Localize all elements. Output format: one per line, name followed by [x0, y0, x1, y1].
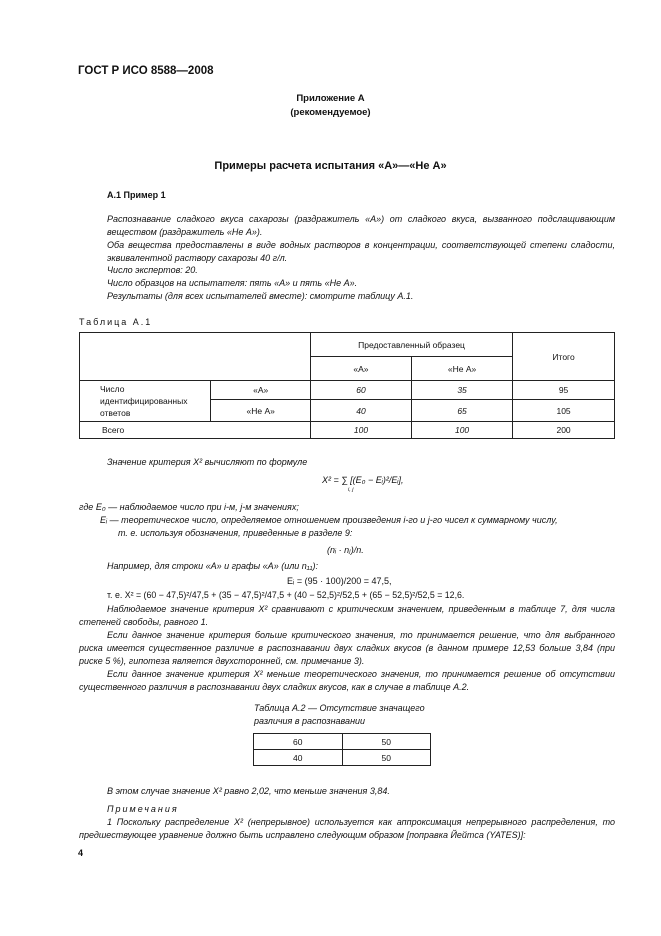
intro-paragraph-5: Результаты (для всех испытателей вместе): смотрите таблицу А.1. [107, 291, 414, 301]
formula-where-e0: где E₀ — наблюдаемое число при i-м, j-м значениях; [79, 502, 299, 512]
formula-where-ei-cont: т. е. используя обозначения, приведенные в разделе 9: [118, 528, 353, 538]
intro-paragraph-3: Число экспертов: 20. [107, 265, 198, 275]
formula-where-ei: Eᵢ — теоретическое число, определяемое отношением произведения i-го и j-го чисел к суммарному числу, [100, 515, 558, 525]
notes-title: Примечания [107, 804, 179, 814]
appendix-subtitle: (рекомендуемое) [290, 107, 371, 118]
table1-cell: 60 [310, 381, 411, 400]
document-code: ГОСТ Р ИСО 8588—2008 [78, 65, 214, 77]
table1-head-provided: Предоставленный образец [310, 333, 512, 357]
example-heading: А.1 Пример 1 [107, 190, 166, 200]
intro-paragraph-1: Распознавание сладкого вкуса сахарозы (раздражитель «А») от сладкого вкуса, вызванного подслащивающим веществом (раздражитель «Не А»). [107, 214, 615, 237]
formula-example-intro: Например, для строки «А» и графы «А» (или n₁₁): [107, 561, 318, 571]
intro-paragraph-4: Число образцов на испытателя: пять «А» и пять «Не А». [107, 278, 358, 288]
formula-example-calc: Eᵢ = (95 · 100)/200 = 47,5, [287, 576, 392, 586]
table1-row-label: «А» [211, 381, 310, 400]
formula-intro: Значение критерия X² вычисляют по формуле [107, 457, 308, 467]
table2-caption-line1: Таблица А.2 — Отсутствие значащего [254, 703, 425, 713]
table1-cell-total: 105 [513, 400, 615, 422]
table1-head-col-not-a: «Не А» [412, 357, 513, 381]
table1-head-col-a: «А» [310, 357, 411, 381]
table2-cell: 40 [254, 750, 343, 766]
page-number: 4 [78, 848, 84, 858]
table1-cell: 65 [412, 400, 513, 422]
formula-ratio: (nᵢ · nⱼ)/n. [327, 545, 364, 555]
table2 [253, 733, 431, 766]
appendix-title: Приложение А [296, 93, 365, 104]
table1 [79, 332, 615, 439]
table2-caption-line2: различия в распознавании [254, 716, 366, 726]
table1-cell: 35 [412, 381, 513, 400]
table1-row-group-label: Число идентифицированных ответов [80, 381, 211, 422]
table1-cell-total: 200 [513, 422, 615, 439]
discussion-paragraph-1: Наблюдаемое значение критерия X² сравнивают с критическим значением, приведенным в таблице 7, для числа степеней свободы, равного 1. [79, 604, 615, 627]
table1-total-label: Всего [80, 422, 311, 439]
discussion-paragraph-2: Если данное значение критерия больше критического значения, то принимается решение, что для выбранного риска имеется существенное различие в распознавании двух сладких вкусов (в данном примере 12,53 больше 3,84 (при риске 5 %), гипотеза является двухсторонней, см. примечание 3). [79, 630, 615, 666]
note-1: 1 Поскольку распределение X² (непрерывное) используется как аппроксимация непрерывного распределения, то предшествующее уравнение должно быть исправлено следующим образом [поправка Йейтса (YATES)]: [79, 817, 615, 840]
formula-expression: X² = ∑ [(E₀ − Eᵢ)²/Eᵢ], [322, 475, 404, 485]
table1-cell: 100 [310, 422, 411, 439]
table1-row-label: «Не А» [211, 400, 310, 422]
table1-head-total: Итого [513, 333, 615, 381]
table2-cell: 50 [342, 734, 431, 750]
table2-cell: 60 [254, 734, 343, 750]
conclusion: В этом случае значение X² равно 2,02, что меньше значения 3,84. [107, 786, 390, 796]
table1-cell-total: 95 [513, 381, 615, 400]
table1-corner [80, 333, 311, 381]
discussion-paragraph-3: Если данное значение критерия X² меньше теоретического значения, то принимается решение об отсутствии существенного различия в распознавании двух сладких вкусов, как в случае в таблице А.2. [79, 669, 615, 692]
table1-cell: 40 [310, 400, 411, 422]
intro-paragraph-2: Оба вещества предоставлены в виде водных растворов в концентрации, соответствующей степени сладости, эквивалентной раствору сахарозы 40 г/л. [107, 240, 615, 263]
formula-sum-index: i, j [348, 487, 354, 493]
table2-cell: 50 [342, 750, 431, 766]
formula-total-calc: т. е. X² = (60 − 47,5)²/47,5 + (35 − 47,5)²/47,5 + (40 − 52,5)²/52,5 + (65 − 52,5)²/52,5 = 12,6. [107, 590, 465, 600]
table1-caption: Таблица А.1 [79, 317, 153, 327]
table1-cell: 100 [412, 422, 513, 439]
section-title: Примеры расчета испытания «А»—«Не А» [214, 160, 447, 172]
